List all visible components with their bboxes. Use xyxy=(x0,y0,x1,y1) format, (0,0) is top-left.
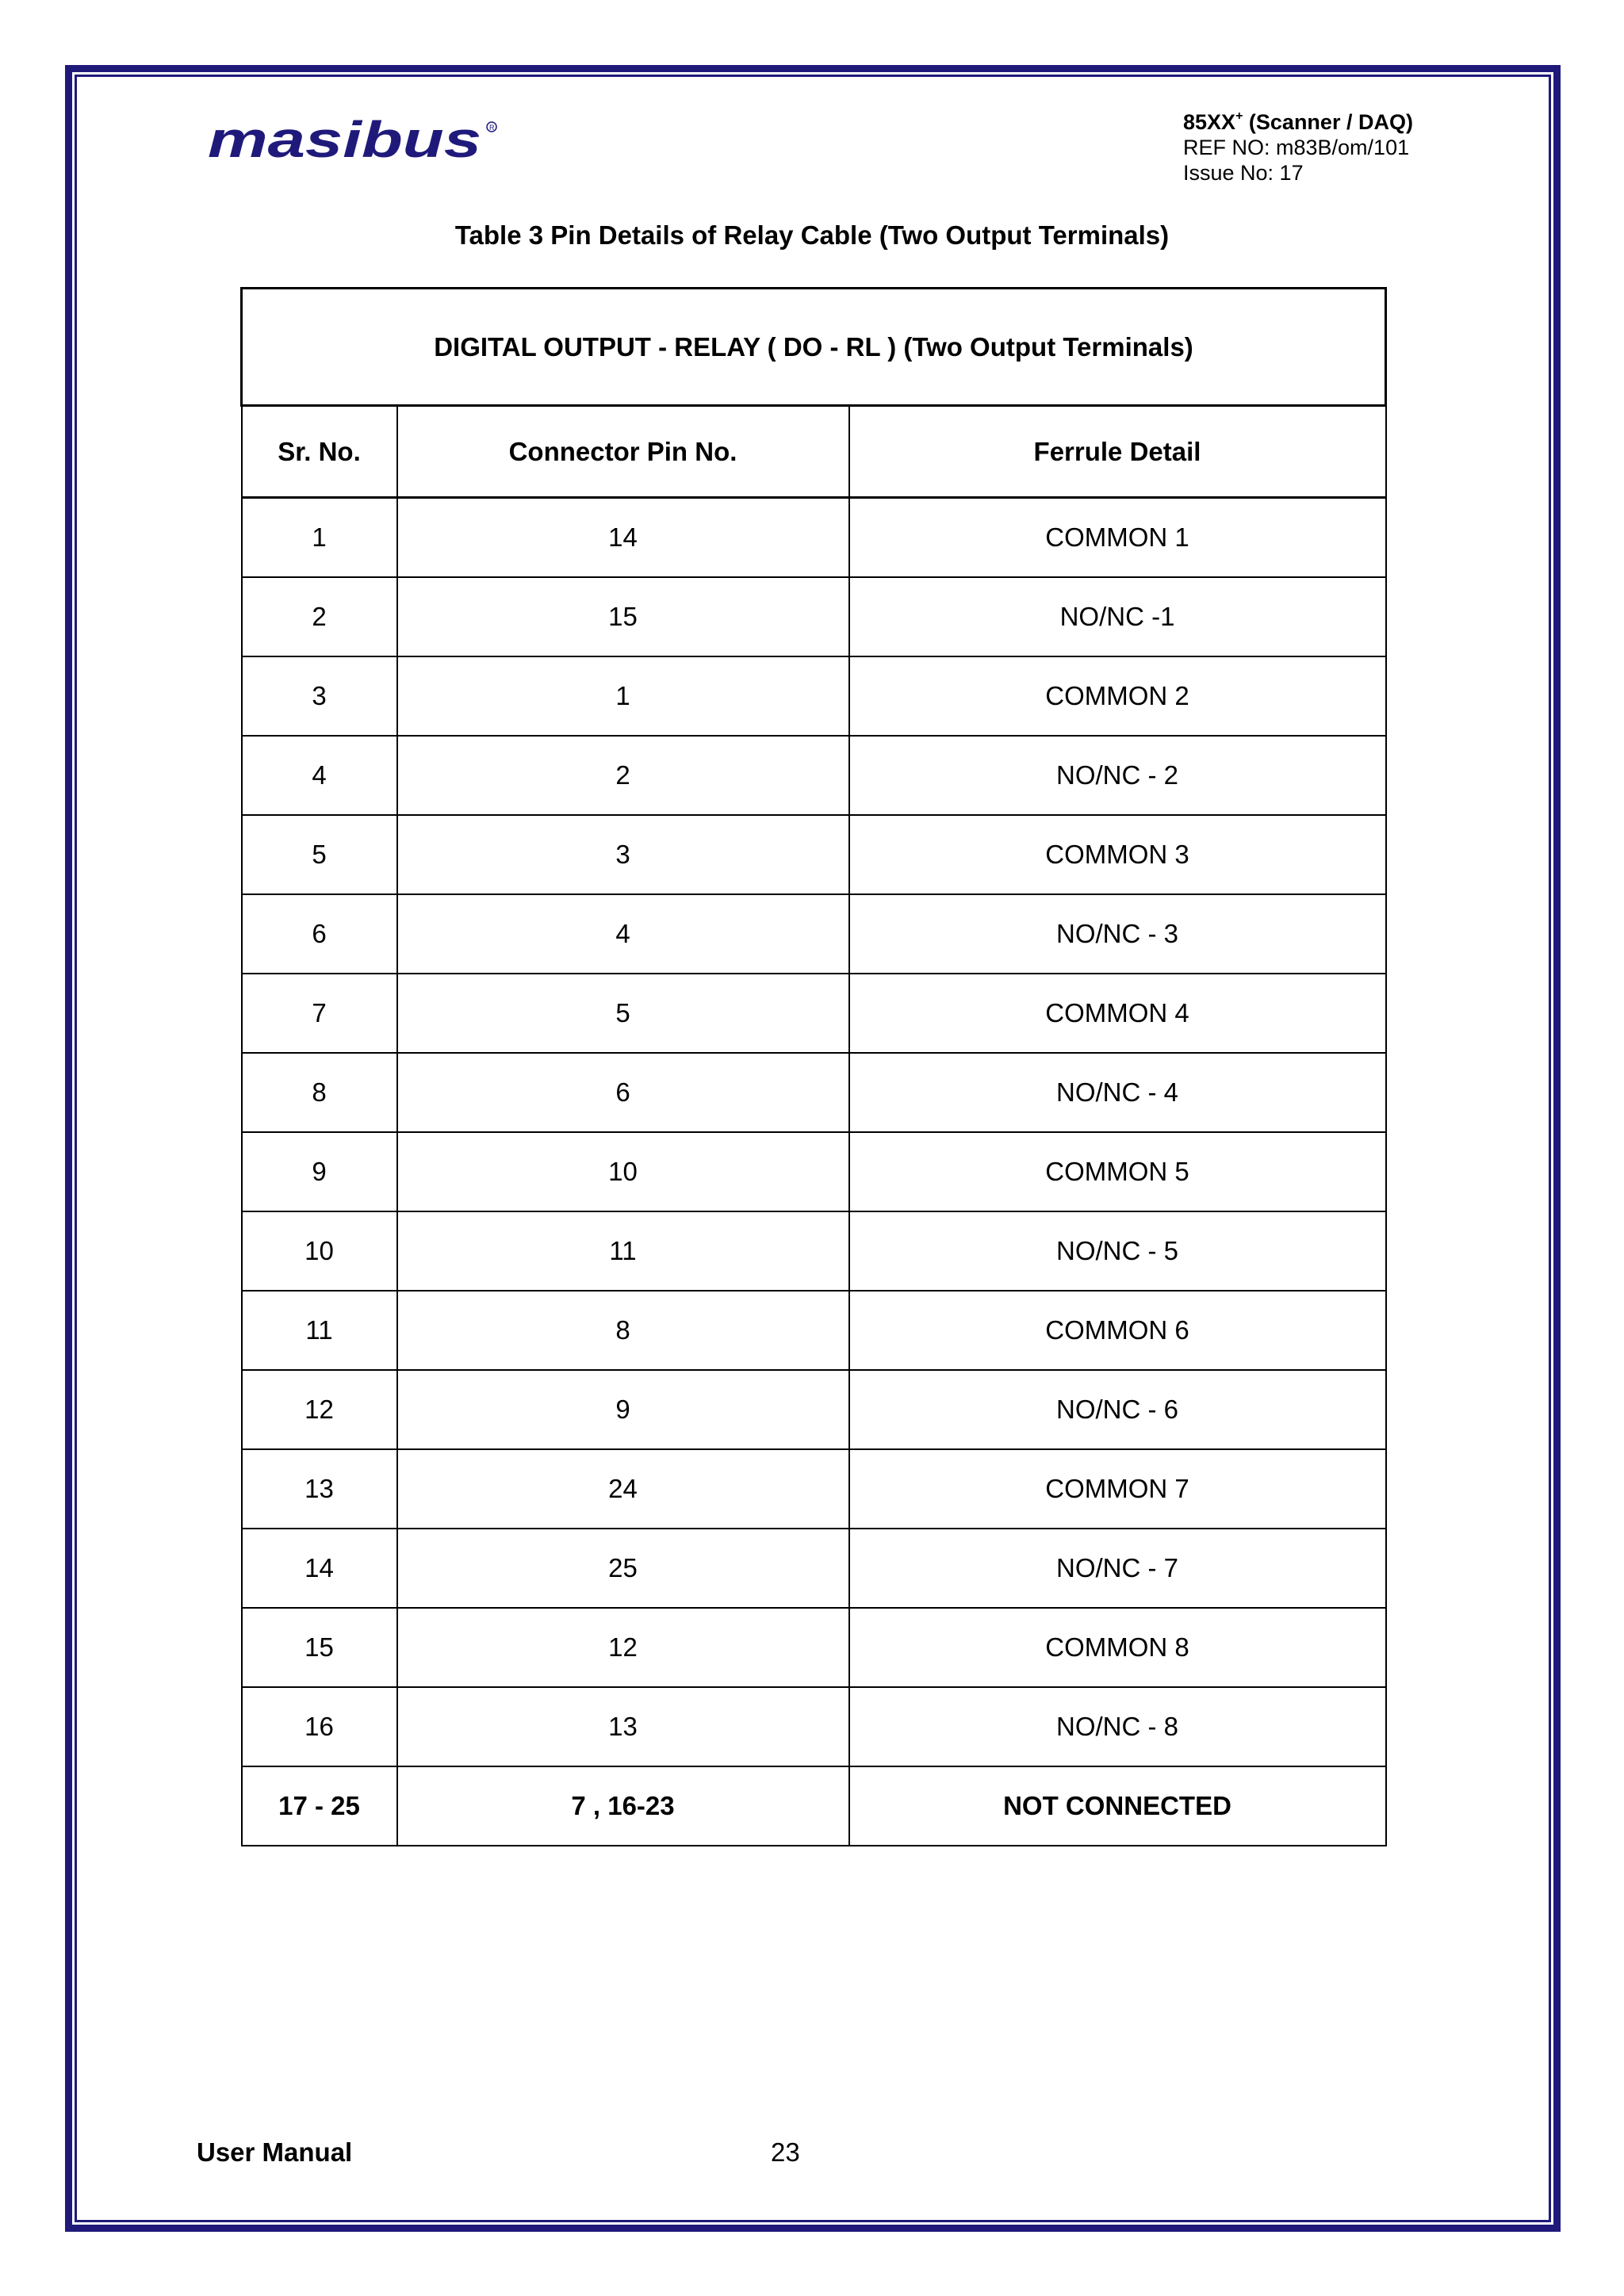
cell-ferrule-detail: COMMON 7 xyxy=(849,1449,1386,1529)
logo-text: masibus xyxy=(208,113,481,168)
cell-sr-no: 10 xyxy=(242,1211,397,1291)
cell-ferrule-detail: NO/NC - 4 xyxy=(849,1053,1386,1132)
cell-connector-pin: 10 xyxy=(397,1132,849,1211)
cell-ferrule-detail: NO/NC -1 xyxy=(849,577,1386,656)
cell-connector-pin: 25 xyxy=(397,1529,849,1608)
cell-connector-pin: 13 xyxy=(397,1687,849,1766)
cell-connector-pin: 9 xyxy=(397,1370,849,1449)
column-header-connector-pin: Connector Pin No. xyxy=(397,406,849,498)
cell-sr-no: 11 xyxy=(242,1291,397,1370)
reference-number: REF NO: m83B/om/101 xyxy=(1183,136,1410,159)
product-name: 85XX+ (Scanner / DAQ) xyxy=(1183,109,1413,134)
cell-sr-no: 12 xyxy=(242,1370,397,1449)
table-row xyxy=(242,1291,1386,1370)
cell-sr-no: 8 xyxy=(242,1053,397,1132)
cell-connector-pin: 8 xyxy=(397,1291,849,1370)
table-row xyxy=(242,1529,1386,1608)
cell-ferrule-detail: COMMON 8 xyxy=(849,1608,1386,1687)
svg-text:R: R xyxy=(489,124,495,132)
footer-user-manual: User Manual xyxy=(197,2137,353,2167)
cell-sr-no: 4 xyxy=(242,736,397,815)
cell-sr-no: 5 xyxy=(242,815,397,894)
table-row xyxy=(242,974,1386,1053)
table-row xyxy=(242,1370,1386,1449)
cell-connector-pin: 11 xyxy=(397,1211,849,1291)
cell-sr-no: 9 xyxy=(242,1132,397,1211)
cell-connector-pin: 12 xyxy=(397,1608,849,1687)
cell-connector-pin: 2 xyxy=(397,736,849,815)
masibus-logo xyxy=(208,113,509,168)
table-row xyxy=(242,656,1386,736)
table-row xyxy=(242,1766,1386,1846)
cell-ferrule-detail: NO/NC - 8 xyxy=(849,1687,1386,1766)
cell-ferrule-detail: COMMON 6 xyxy=(849,1291,1386,1370)
page-number: 23 xyxy=(771,2137,800,2167)
cell-connector-pin: 4 xyxy=(397,894,849,974)
cell-connector-pin: 6 xyxy=(397,1053,849,1132)
cell-ferrule-detail: NO/NC - 6 xyxy=(849,1370,1386,1449)
table-title: DIGITAL OUTPUT - RELAY ( DO - RL ) (Two Output Terminals) xyxy=(242,289,1386,406)
table-caption: Table 3 Pin Details of Relay Cable (Two Output Terminals) xyxy=(454,220,1170,250)
cell-sr-no: 2 xyxy=(242,577,397,656)
issue-number: Issue No: 17 xyxy=(1183,161,1304,185)
document-header-info xyxy=(1183,109,1500,186)
cell-sr-no: 14 xyxy=(242,1529,397,1608)
cell-connector-pin: 7 , 16-23 xyxy=(397,1766,849,1846)
cell-connector-pin: 3 xyxy=(397,815,849,894)
table-title-row xyxy=(242,289,1386,406)
table-row xyxy=(242,1053,1386,1132)
cell-connector-pin: 1 xyxy=(397,656,849,736)
table-header-row xyxy=(242,406,1386,498)
column-header-sr-no: Sr. No. xyxy=(242,406,397,498)
cell-sr-no: 15 xyxy=(242,1608,397,1687)
table-row xyxy=(242,1449,1386,1529)
cell-ferrule-detail: COMMON 1 xyxy=(849,498,1386,578)
cell-sr-no: 16 xyxy=(242,1687,397,1766)
cell-ferrule-detail: COMMON 3 xyxy=(849,815,1386,894)
table-row xyxy=(242,577,1386,656)
cell-sr-no: 17 - 25 xyxy=(242,1766,397,1846)
cell-connector-pin: 5 xyxy=(397,974,849,1053)
cell-sr-no: 7 xyxy=(242,974,397,1053)
column-header-ferrule-detail: Ferrule Detail xyxy=(849,406,1386,498)
relay-pin-table xyxy=(240,287,1387,1846)
cell-ferrule-detail: NO/NC - 2 xyxy=(849,736,1386,815)
table-row xyxy=(242,736,1386,815)
table-row xyxy=(242,498,1386,578)
table-row xyxy=(242,1211,1386,1291)
cell-ferrule-detail: NO/NC - 3 xyxy=(849,894,1386,974)
cell-connector-pin: 14 xyxy=(397,498,849,578)
cell-ferrule-detail: COMMON 5 xyxy=(849,1132,1386,1211)
cell-sr-no: 13 xyxy=(242,1449,397,1529)
table-row xyxy=(242,1608,1386,1687)
table-row xyxy=(242,1132,1386,1211)
cell-ferrule-detail: NOT CONNECTED xyxy=(849,1766,1386,1846)
cell-sr-no: 3 xyxy=(242,656,397,736)
cell-sr-no: 1 xyxy=(242,498,397,578)
cell-connector-pin: 24 xyxy=(397,1449,849,1529)
table-row xyxy=(242,894,1386,974)
table-row xyxy=(242,1687,1386,1766)
table-row xyxy=(242,815,1386,894)
cell-ferrule-detail: COMMON 4 xyxy=(849,974,1386,1053)
cell-ferrule-detail: NO/NC - 7 xyxy=(849,1529,1386,1608)
cell-connector-pin: 15 xyxy=(397,577,849,656)
cell-sr-no: 6 xyxy=(242,894,397,974)
cell-ferrule-detail: COMMON 2 xyxy=(849,656,1386,736)
cell-ferrule-detail: NO/NC - 5 xyxy=(849,1211,1386,1291)
